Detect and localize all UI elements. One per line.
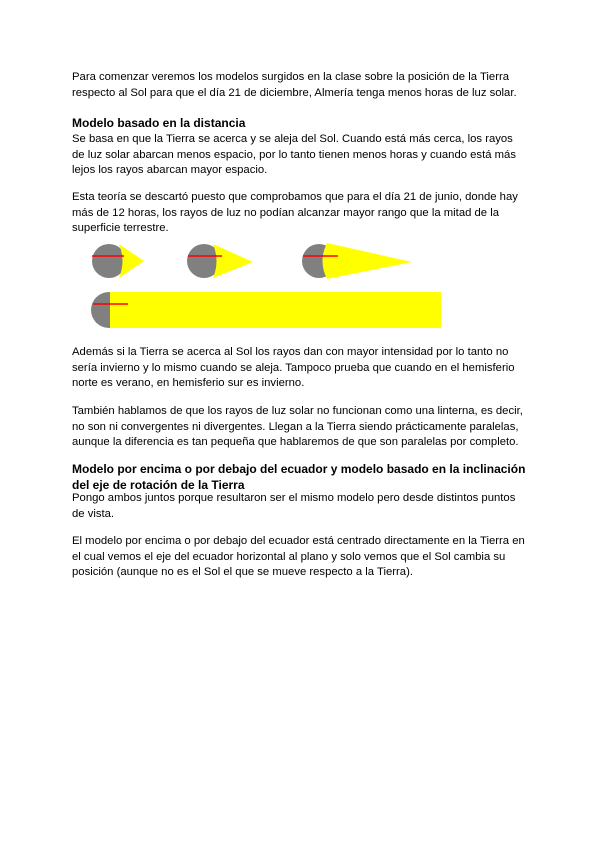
paragraph-distance-4: También hablamos de que los rayos de luz solar no funcionan como una linterna, es decir, no son ni convergentes ni divergentes. Llegan a la Tierra siendo prácticamente paralelas, aunque la diferencia es tan pequeña que hablaremos de que son paralelas por completo. — [72, 405, 523, 448]
paragraph-distance-2: Esta teoría se descartó puesto que comprobamos que para el día 21 de junio, donde hay más de 12 horas, los rayos de luz no podían alcanzar mayor rango que la mitad de la superficie terrestre. — [72, 191, 518, 234]
paragraph-distance-1: Se basa en que la Tierra se acerca y se aleja del Sol. Cuando está más cerca, los rayos de luz solar abarcan menos espacio, por lo tanto tienen menos horas y cuando está más lejos los rayos abarcan mayor espacio. — [72, 133, 516, 176]
section-heading-equator-axis: Modelo por encima o por debajo del ecuador y modelo basado en la inclinación del eje de rotación de la Tierra — [72, 462, 526, 492]
light-cone — [323, 243, 413, 279]
light-cone — [119, 244, 144, 278]
earth-light-figure-2 — [187, 244, 253, 278]
intro-paragraph: Para comenzar veremos los modelos surgidos en la clase sobre la posición de la Tierra respecto al Sol para que el día 21 de diciembre, Almería tenga menos horas de luz solar. — [72, 71, 517, 99]
parallel-light-rays — [110, 292, 441, 328]
paragraph-equator-2: El modelo por encima o por debajo del ecuador está centrado directamente en la Tierra en el cual vemos el eje del ecuador horizontal al plano y solo vemos que el Sol cambia su posición (aunque no es el Sol el que se mueve respecto a la Tierra). — [72, 535, 525, 578]
light-cone — [213, 244, 253, 278]
earth-light-figure-4 — [91, 292, 441, 328]
earth-light-figure-1 — [92, 244, 144, 278]
earth-light-figure-3 — [302, 243, 412, 279]
paragraph-equator-1: Pongo ambos juntos porque resultaron ser el mismo modelo pero desde distintos puntos de vista. — [72, 492, 516, 520]
section-heading-distance: Modelo basado en la distancia — [72, 116, 246, 130]
paragraph-distance-3: Además si la Tierra se acerca al Sol los rayos dan con mayor intensidad por lo tanto no sería invierno y lo mismo cuando se aleja. Tampoco prueba que cuando en el hemisferio norte es verano, en hemisferio sur es invierno. — [72, 346, 515, 389]
